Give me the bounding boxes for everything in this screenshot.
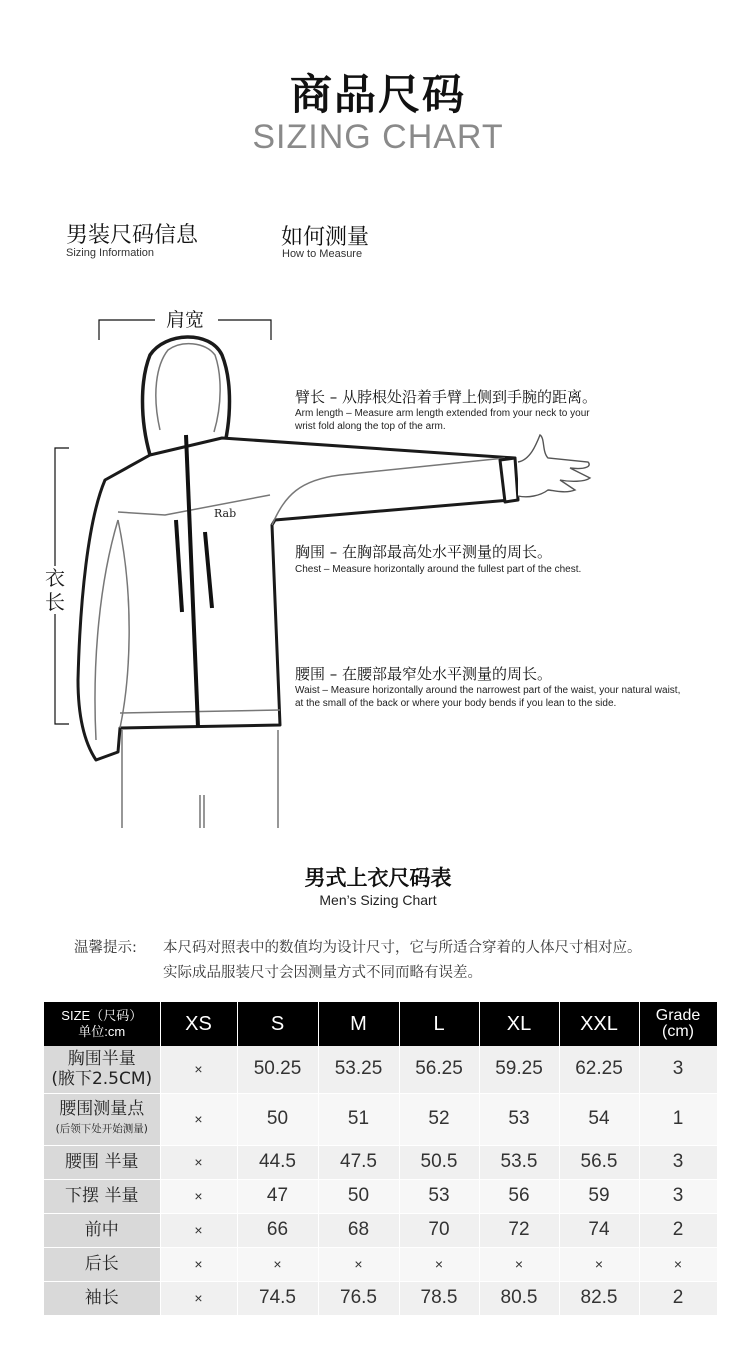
table-cell: 70 <box>399 1213 479 1247</box>
table-cell: 68 <box>318 1213 399 1247</box>
grade-cell: 3 <box>639 1046 717 1093</box>
chest-desc: Chest – Measure horizontally around the fullest part of the chest. <box>295 564 582 575</box>
table-cell: 50 <box>318 1179 399 1213</box>
waist-desc-2: at the small of the back or where your body bends if you lean to the side. <box>295 698 617 709</box>
size-header-xs: XS <box>160 1002 237 1046</box>
tip-label: 温馨提示: <box>74 940 137 956</box>
shoulder-bracket-right <box>218 320 271 340</box>
row-label-sub: (后领下处开始测量) <box>55 1123 148 1135</box>
unit-header-label: 单位:cm <box>78 1024 126 1039</box>
sizing-info-heading: 男装尺码信息 <box>66 223 199 248</box>
grade-cell: 3 <box>639 1145 717 1179</box>
table-cell: 74 <box>559 1213 639 1247</box>
waist-desc-1: Waist – Measure horizontally around the narrowest part of the waist, your natural waist, <box>295 685 681 696</box>
shoulder-bracket-left <box>99 320 155 340</box>
table-cell: 76.5 <box>318 1281 399 1315</box>
size-header-label: SIZE（尺码） <box>61 1008 143 1023</box>
row-label: 腰围 半量 <box>44 1145 160 1179</box>
size-header-m: M <box>318 1002 399 1046</box>
table-cell: 44.5 <box>237 1145 318 1179</box>
table-cell: × <box>559 1247 639 1281</box>
how-to-measure-heading: 如何测量 <box>281 225 370 250</box>
grade-cell: 2 <box>639 1281 717 1315</box>
size-header-xxl: XXL <box>559 1002 639 1046</box>
waist-title: 腰围 – 在腰部最窄处水平测量的周长。 <box>295 665 553 683</box>
sizing-table <box>44 1002 718 1316</box>
table-cell: 62.25 <box>559 1046 639 1093</box>
table-cell: × <box>160 1281 237 1315</box>
table-cell: 53.25 <box>318 1046 399 1093</box>
table-cell: 50 <box>237 1093 318 1145</box>
row-label-main: 腰围测量点 <box>59 1099 145 1119</box>
table-cell: 50.5 <box>399 1145 479 1179</box>
sizing-info-subheading: Sizing Information <box>66 247 155 259</box>
grade-cell: 2 <box>639 1213 717 1247</box>
table-row <box>44 1247 717 1281</box>
tip-line-2: 实际成品服装尺寸会因测量方式不同而略有误差。 <box>163 965 482 981</box>
size-unit-header <box>44 1002 160 1046</box>
table-header-row <box>44 1002 717 1046</box>
chest-title: 胸围 – 在胸部最高处水平测量的周长。 <box>295 543 553 561</box>
row-label-main: 胸围半量 <box>67 1049 136 1070</box>
grade-header-unit: (cm) <box>662 1023 694 1040</box>
table-cell: 74.5 <box>237 1281 318 1315</box>
tip-line-1: 本尺码对照表中的数值均为设计尺寸，它与所适合穿着的人体尺寸相对应。 <box>163 940 642 956</box>
table-cell: × <box>160 1046 237 1093</box>
table-cell: 53 <box>479 1093 559 1145</box>
table-cell: 54 <box>559 1093 639 1145</box>
grade-header <box>639 1002 717 1046</box>
table-cell: × <box>160 1247 237 1281</box>
row-label: 前中 <box>44 1213 160 1247</box>
size-header-s: S <box>237 1002 318 1046</box>
table-cell: 53.5 <box>479 1145 559 1179</box>
table-cell: 59.25 <box>479 1046 559 1093</box>
table-cell: 66 <box>237 1213 318 1247</box>
table-cell: 47.5 <box>318 1145 399 1179</box>
table-row <box>44 1281 717 1315</box>
table-cell: 82.5 <box>559 1281 639 1315</box>
row-label: 下摆 半量 <box>44 1179 160 1213</box>
page-subtitle: SIZING CHART <box>252 118 504 156</box>
table-cell: × <box>479 1247 559 1281</box>
table-row <box>44 1145 717 1179</box>
body-length-label-char-2: 长 <box>45 590 65 614</box>
table-cell: 50.25 <box>237 1046 318 1093</box>
size-header-l: L <box>399 1002 479 1046</box>
grade-header-label: Grade <box>655 1007 701 1024</box>
table-row <box>44 1213 717 1247</box>
table-cell: 52 <box>399 1093 479 1145</box>
table-cell: 80.5 <box>479 1281 559 1315</box>
table-cell: × <box>399 1247 479 1281</box>
table-subtitle: Men’s Sizing Chart <box>319 892 437 908</box>
table-cell: × <box>237 1247 318 1281</box>
row-label: 袖长 <box>44 1281 160 1315</box>
page-title: 商品尺码 <box>289 70 466 119</box>
pants-outline <box>122 730 278 828</box>
table-cell: 51 <box>318 1093 399 1145</box>
brand-logo: Rab <box>214 507 237 520</box>
grade-cell: 3 <box>639 1179 717 1213</box>
row-label <box>44 1046 160 1093</box>
table-cell: 56 <box>479 1179 559 1213</box>
table-cell: 56.5 <box>559 1145 639 1179</box>
table-cell: 56.25 <box>399 1046 479 1093</box>
table-title: 男式上衣尺码表 <box>304 866 452 890</box>
table-cell: × <box>160 1093 237 1145</box>
grade-cell: 1 <box>639 1093 717 1145</box>
table-row <box>44 1179 717 1213</box>
table-cell: × <box>160 1145 237 1179</box>
shoulder-width-label: 肩宽 <box>162 305 208 332</box>
table-cell: 53 <box>399 1179 479 1213</box>
body-length-label-char-1: 衣 <box>45 566 65 590</box>
row-label-sub: (腋下2.5CM) <box>51 1069 153 1090</box>
table-cell: 59 <box>559 1179 639 1213</box>
how-to-measure-subheading: How to Measure <box>282 248 363 260</box>
size-header-xl: XL <box>479 1002 559 1046</box>
grade-cell: × <box>639 1247 717 1281</box>
table-cell: × <box>160 1213 237 1247</box>
table-cell: 78.5 <box>399 1281 479 1315</box>
table-cell: 72 <box>479 1213 559 1247</box>
table-row <box>44 1046 717 1093</box>
arm-length-desc-2: wrist fold along the top of the arm. <box>295 421 446 432</box>
table-cell: × <box>318 1247 399 1281</box>
table-row <box>44 1093 717 1145</box>
row-label: 后长 <box>44 1247 160 1281</box>
table-cell: × <box>160 1179 237 1213</box>
row-label <box>44 1093 160 1145</box>
body-length-label <box>41 566 69 614</box>
hand-outline <box>518 435 590 497</box>
arm-length-title: 臂长 – 从脖根处沿着手臂上侧到手腕的距离。 <box>295 388 598 406</box>
table-cell: 47 <box>237 1179 318 1213</box>
arm-length-desc-1: Arm length – Measure arm length extended from your neck to your <box>295 408 590 419</box>
